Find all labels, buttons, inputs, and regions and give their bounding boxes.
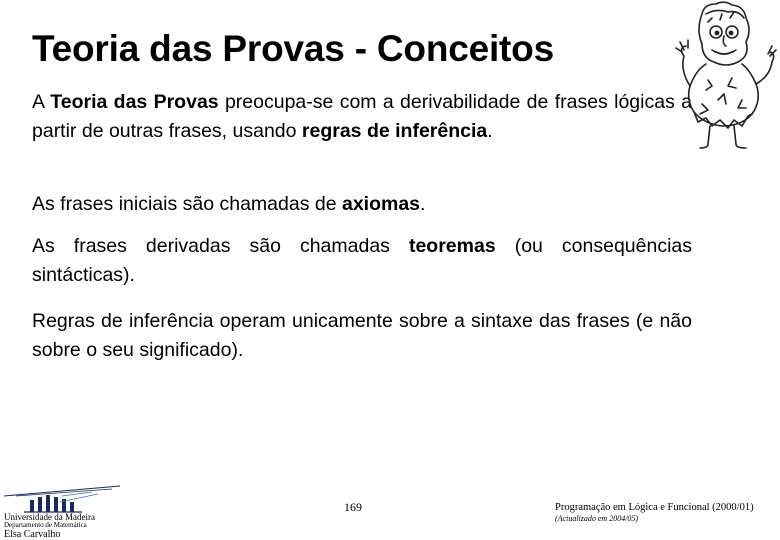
p1-term-proof-theory: Teoria das Provas: [50, 91, 219, 113]
updated-note: (Actualizado em 2004/05): [555, 514, 639, 523]
p2-text-c: .: [420, 193, 426, 215]
p1-text-c: preocupa-se com a derivabilidade de frases lógicas a partir de outras frases, usando: [32, 91, 692, 142]
slide-title: Teoria das Provas - Conceitos: [32, 28, 554, 69]
university-name: Universidade da Madeira: [4, 512, 95, 522]
p1-text-a: A: [32, 91, 51, 113]
p1-term-inference-rules: regras de inferência: [301, 120, 488, 142]
p2-text-a: As frases iniciais são chamadas de: [32, 193, 342, 215]
paragraph-axioms: [32, 190, 692, 219]
department-name: Departamento de Matemática: [4, 521, 87, 529]
p3-text-c: (ou consequências sintácticas).: [32, 235, 692, 286]
author-name: Elsa Carvalho: [4, 529, 61, 540]
course-name: Programação em Lógica e Funcional (2000/01): [555, 502, 754, 513]
p2-term-axioms: axiomas: [341, 193, 421, 215]
paragraph-theorems: [32, 232, 692, 290]
caveman-cartoon-icon: [672, 0, 780, 150]
p3-term-theorems: teoremas: [408, 235, 496, 257]
paragraph-inference-rules: Regras de inferência operam unicamente sobre a sintaxe das frases (e não sobre o seu significado).: [32, 310, 692, 361]
p3-text-a: As frases derivadas são chamadas: [32, 235, 409, 257]
page-number: 169: [344, 500, 362, 514]
paragraph-proof-theory: [32, 88, 692, 146]
p1-text-e: .: [487, 120, 493, 142]
